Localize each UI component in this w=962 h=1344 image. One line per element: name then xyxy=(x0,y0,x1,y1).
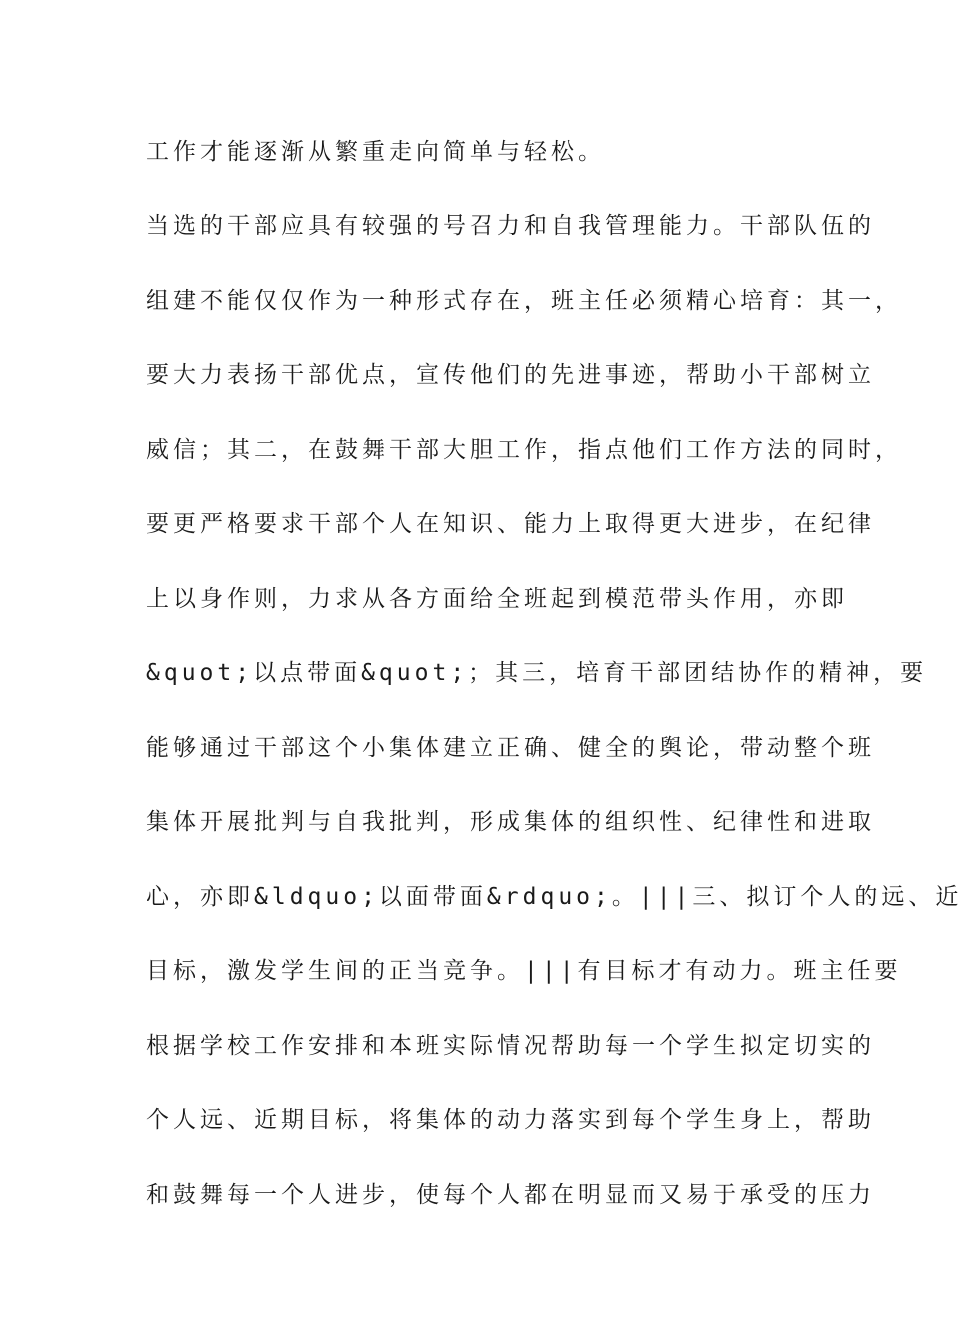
text-line: 和鼓舞每一个人进步，使每个人都在明显而又易于承受的压力 xyxy=(146,1182,875,1208)
text-line: 能够通过干部这个小集体建立正确、健全的舆论，带动整个班 xyxy=(146,735,875,761)
text-line: 要大力表扬干部优点，宣传他们的先进事迹，帮助小干部树立 xyxy=(146,362,875,388)
text-line: 目标，激发学生间的正当竞争。|||有目标才有动力。班主任要 xyxy=(146,958,902,984)
text-line: 集体开展批判与自我批判，形成集体的组织性、纪律性和进取 xyxy=(146,809,875,835)
text-line: 个人远、近期目标，将集体的动力落实到每个学生身上，帮助 xyxy=(146,1107,875,1133)
text-line: &quot;以点带面&quot;；其三，培育干部团结协作的精神，要 xyxy=(146,660,928,686)
text-line: 当选的干部应具有较强的号召力和自我管理能力。干部队伍的 xyxy=(146,213,875,239)
text-line: 组建不能仅仅作为一种形式存在，班主任必须精心培育：其一， xyxy=(146,288,902,314)
text-line: 心，亦即&ldquo;以面带面&rdquo;。|||三、拟订个人的远、近 xyxy=(146,884,962,910)
text-line: 要更严格要求干部个人在知识、能力上取得更大进步，在纪律 xyxy=(146,511,875,537)
text-line: 上以身作则，力求从各方面给全班起到模范带头作用，亦即 xyxy=(146,586,848,612)
text-line: 工作才能逐渐从繁重走向简单与轻松。 xyxy=(146,139,605,165)
text-line: 根据学校工作安排和本班实际情况帮助每一个学生拟定切实的 xyxy=(146,1033,875,1059)
text-line: 威信；其二，在鼓舞干部大胆工作，指点他们工作方法的同时， xyxy=(146,437,902,463)
